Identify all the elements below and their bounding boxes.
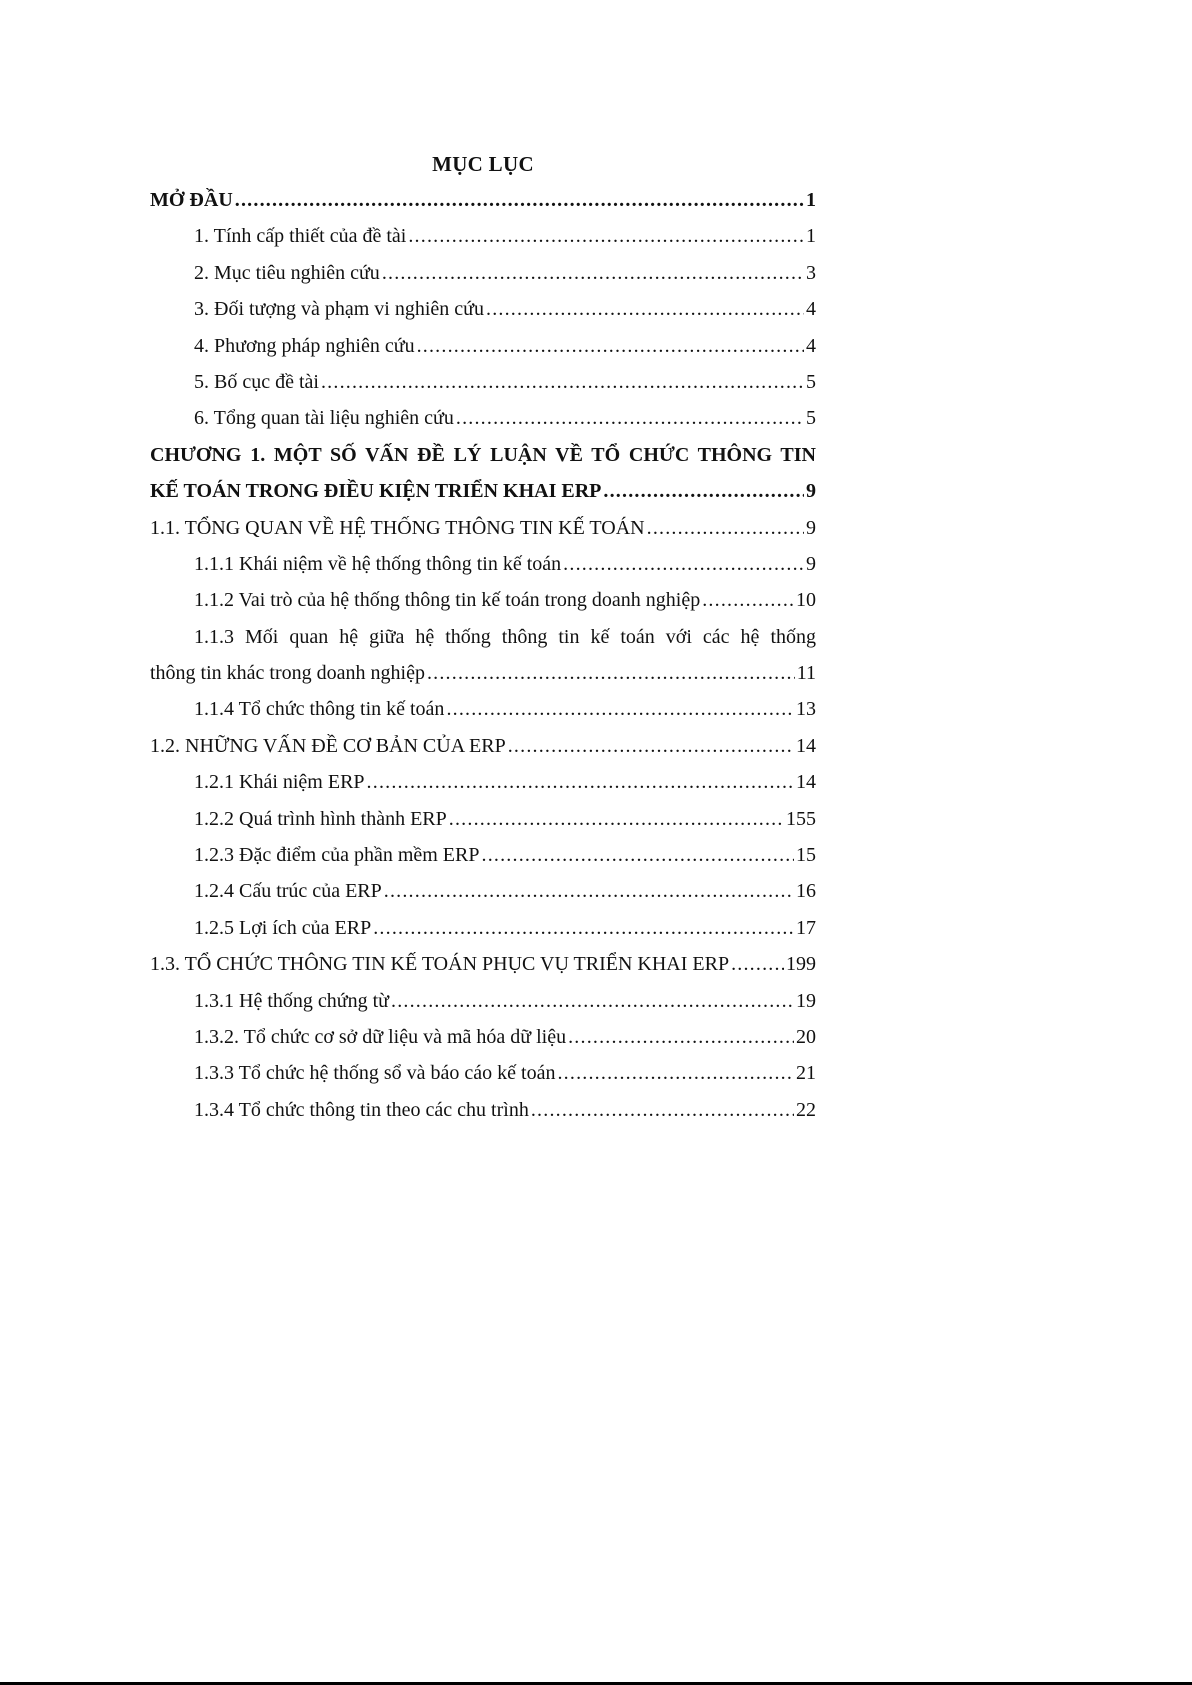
- toc-leader-dots: [382, 255, 804, 291]
- toc-page-number: 5: [806, 370, 816, 393]
- toc-page-number: 20: [796, 1025, 816, 1048]
- toc-leader-dots: [367, 764, 794, 800]
- toc-entry-text: 1.2.5 Lợi ích của ERP: [194, 916, 372, 939]
- toc-entry-1[interactable]: [150, 218, 816, 254]
- toc-leader-dots: [384, 873, 794, 909]
- toc-page-number: 9: [806, 516, 816, 539]
- toc-page-number: 13: [796, 698, 816, 721]
- toc-entry-3[interactable]: [150, 291, 816, 327]
- toc-page-number: 3: [806, 261, 816, 284]
- table-of-contents: [150, 146, 816, 1128]
- toc-page-number: 5: [806, 407, 816, 430]
- toc-entry-2[interactable]: [150, 255, 816, 291]
- toc-entry-1-3-4[interactable]: [150, 1092, 816, 1128]
- toc-leader-dots: [235, 182, 804, 218]
- toc-page-number: 155: [786, 807, 816, 830]
- toc-entry-text: 5. Bố cục đề tài: [194, 370, 319, 393]
- toc-entry-text: 1.3.3 Tổ chức hệ thống sổ và báo cáo kế toán: [194, 1062, 556, 1085]
- toc-page-number: 15: [796, 844, 816, 867]
- toc-entry-1-1-1[interactable]: [150, 546, 816, 582]
- toc-page-number: 10: [796, 589, 816, 612]
- toc-section-1-2[interactable]: [150, 728, 816, 764]
- toc-entry-mo-dau[interactable]: [150, 182, 816, 218]
- toc-entry-text: 4. Phương pháp nghiên cứu: [194, 334, 415, 357]
- toc-entry-text: 1.3.4 Tổ chức thông tin theo các chu trình: [194, 1098, 529, 1121]
- toc-leader-dots: [482, 837, 795, 873]
- toc-entry-1-2-5[interactable]: [150, 910, 816, 946]
- toc-entry-1-3-2[interactable]: [150, 1019, 816, 1055]
- toc-leader-dots: [531, 1092, 794, 1128]
- toc-entry-text: MỞ ĐẦU: [150, 189, 233, 211]
- toc-leader-dots: [417, 328, 804, 364]
- toc-entry-text: 1.1. TỔNG QUAN VỀ HỆ THỐNG THÔNG TIN KẾ TOÁN: [150, 516, 645, 539]
- toc-entry-text: 1.1.1 Khái niệm về hệ thống thông tin kế toán: [194, 552, 562, 575]
- toc-page-number: 4: [806, 298, 816, 321]
- toc-chapter-1[interactable]: [150, 473, 816, 509]
- toc-entry-text: 1.2.3 Đặc điểm của phần mềm ERP: [194, 844, 480, 867]
- toc-page-number: 17: [796, 916, 816, 939]
- toc-entry-1-1-4[interactable]: [150, 691, 816, 727]
- toc-entry-text: 3. Đối tượng và phạm vi nghiên cứu: [194, 298, 484, 321]
- toc-leader-dots: [449, 801, 784, 837]
- toc-leader-dots: [508, 728, 794, 764]
- toc-leader-dots: [702, 582, 794, 618]
- toc-leader-dots: [731, 946, 784, 982]
- toc-leader-dots: [456, 400, 804, 436]
- toc-entry-1-1-3-line-1[interactable]: 1.1.3 Mối quan hệ giữa hệ thống thông tin kế toán với các hệ thống: [194, 625, 816, 648]
- toc-entry-text: thông tin khác trong doanh nghiệp: [150, 662, 425, 685]
- toc-entry-text: 1.1.2 Vai trò của hệ thống thông tin kế toán trong doanh nghiệp: [194, 589, 701, 612]
- toc-entry-text: KẾ TOÁN TRONG ĐIỀU KIỆN TRIỂN KHAI ERP: [150, 480, 602, 503]
- toc-entry-1-3-1[interactable]: [150, 983, 816, 1019]
- toc-entry-text: 1.3.2. Tổ chức cơ sở dữ liệu và mã hóa dữ liệu: [194, 1025, 567, 1048]
- toc-entry-text: 1.3. TỔ CHỨC THÔNG TIN KẾ TOÁN PHỤC VỤ TRIỂN KHAI ERP: [150, 953, 730, 976]
- toc-page-number: 9: [806, 552, 816, 575]
- toc-entry-1-2-4[interactable]: [150, 873, 816, 909]
- toc-page-number: 14: [796, 771, 816, 794]
- toc-entry-text: 1.2.4 Cấu trúc của ERP: [194, 880, 382, 903]
- toc-leader-dots: [408, 218, 804, 254]
- toc-entry-1-2-2[interactable]: [150, 801, 816, 837]
- toc-page-number: 1: [806, 189, 816, 211]
- toc-entry-5[interactable]: [150, 364, 816, 400]
- toc-page-number: 199: [786, 953, 816, 976]
- toc-page-number: 1: [806, 225, 816, 248]
- toc-leader-dots: [427, 655, 795, 691]
- toc-leader-dots: [373, 910, 794, 946]
- toc-page-number: 19: [796, 989, 816, 1012]
- toc-section-1-1[interactable]: [150, 510, 816, 546]
- toc-entry-text: 1. Tính cấp thiết của đề tài: [194, 225, 407, 248]
- toc-entry-1-2-3[interactable]: [150, 837, 816, 873]
- toc-entry-text: 2. Mục tiêu nghiên cứu: [194, 261, 380, 284]
- toc-leader-dots: [486, 291, 804, 327]
- toc-leader-dots: [603, 473, 804, 509]
- toc-entry-1-2-1[interactable]: [150, 764, 816, 800]
- toc-page-number: 9: [806, 480, 816, 503]
- toc-page-number: 22: [796, 1098, 816, 1121]
- toc-entry-text: 1.3.1 Hệ thống chứng từ: [194, 989, 389, 1012]
- toc-chapter-1-line-1[interactable]: CHƯƠNG 1. MỘT SỐ VẤN ĐỀ LÝ LUẬN VỀ TỔ CHỨC THÔNG TIN: [150, 443, 816, 466]
- toc-page-number: 21: [796, 1062, 816, 1085]
- toc-leader-dots: [568, 1019, 794, 1055]
- toc-entry-text: 1.1.4 Tổ chức thông tin kế toán: [194, 698, 445, 721]
- toc-leader-dots: [563, 546, 804, 582]
- toc-entry-text: 6. Tổng quan tài liệu nghiên cứu: [194, 407, 454, 430]
- toc-entry-text: 1.2.2 Quá trình hình thành ERP: [194, 807, 447, 830]
- toc-entry-6[interactable]: [150, 400, 816, 436]
- toc-section-1-3[interactable]: [150, 946, 816, 982]
- toc-title: MỤC LỤC: [432, 152, 534, 176]
- toc-page-number: 11: [796, 662, 816, 685]
- toc-entry-text: 1.2. NHỮNG VẤN ĐỀ CƠ BẢN CỦA ERP: [150, 734, 506, 757]
- toc-leader-dots: [446, 691, 794, 727]
- toc-entry-4[interactable]: [150, 328, 816, 364]
- toc-leader-dots: [321, 364, 804, 400]
- toc-entry-1-1-2[interactable]: [150, 582, 816, 618]
- toc-page-number: 14: [796, 734, 816, 757]
- toc-leader-dots: [647, 510, 804, 546]
- toc-entry-text: 1.2.1 Khái niệm ERP: [194, 771, 365, 794]
- toc-page-number: 16: [796, 880, 816, 903]
- toc-leader-dots: [557, 1055, 794, 1091]
- toc-page-number: 4: [806, 334, 816, 357]
- toc-leader-dots: [391, 983, 794, 1019]
- toc-entry-1-3-3[interactable]: [150, 1055, 816, 1091]
- toc-entry-1-1-3[interactable]: [150, 655, 816, 691]
